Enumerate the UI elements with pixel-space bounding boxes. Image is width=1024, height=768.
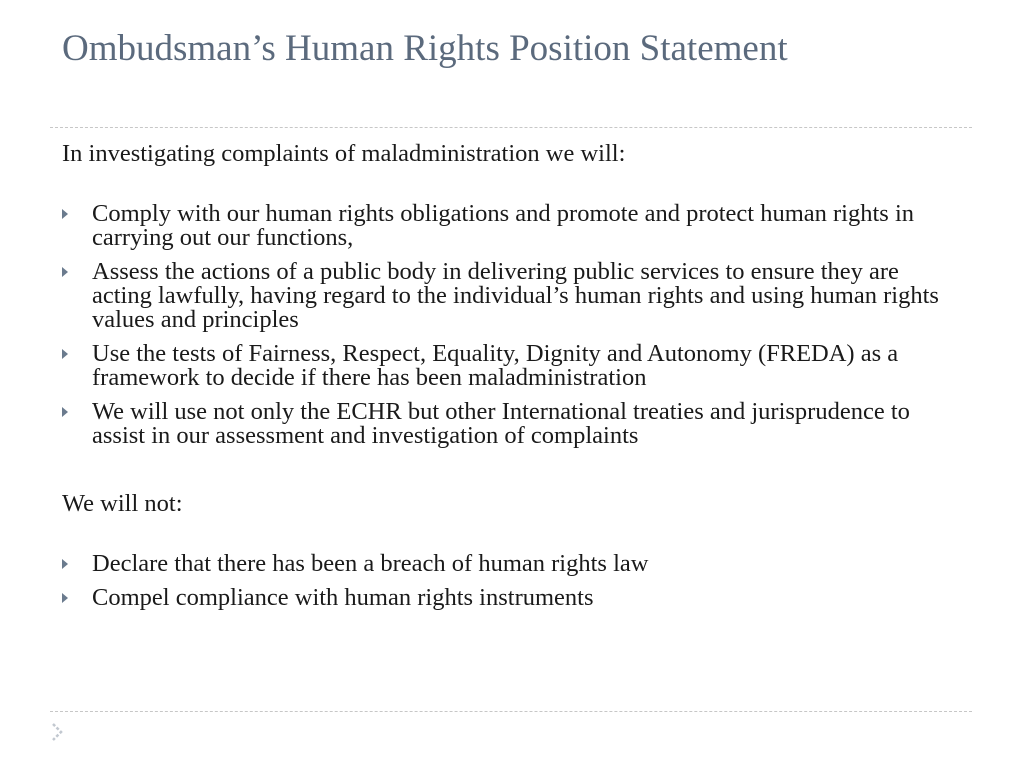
triangle-bullet-icon	[62, 559, 68, 569]
footer-divider	[50, 711, 972, 712]
intro-text: In investigating complaints of maladministration we will:	[62, 140, 626, 167]
will-not-list-item-text: Declare that there has been a breach of human rights law	[92, 550, 649, 577]
will-list-item-text: Assess the actions of a public body in delivering public services to ensure they are acting lawfully, having regard to the individual’s human rights and using human rights values and principles	[92, 258, 939, 333]
will-not-list-item	[62, 586, 962, 610]
slide-title: Ombudsman’s Human Rights Position Statement	[62, 28, 788, 69]
will-list-item-text: Use the tests of Fairness, Respect, Equality, Dignity and Autonomy (FREDA) as a framework to decide if there has been maladministration	[92, 340, 899, 391]
will-not-list-item	[62, 552, 962, 576]
triangle-bullet-icon	[62, 209, 68, 219]
triangle-bullet-icon	[62, 349, 68, 359]
will-not-heading: We will not:	[62, 490, 183, 517]
will-not-list-item-text: Compel compliance with human rights instruments	[92, 584, 594, 611]
will-list-item-text: We will use not only the ECHR but other International treaties and jurisprudence to assist in our assessment and investigation of complaints	[92, 398, 910, 449]
triangle-bullet-icon	[62, 267, 68, 277]
will-list	[62, 202, 962, 448]
triangle-bullet-icon	[62, 407, 68, 417]
will-list-item-text: Comply with our human rights obligations and promote and protect human rights in carrying out our functions,	[92, 200, 915, 251]
slide-body	[62, 140, 962, 620]
title-divider	[50, 127, 972, 128]
will-not-list	[62, 552, 962, 610]
will-list-item	[62, 400, 962, 448]
triangle-bullet-icon	[62, 593, 68, 603]
will-list-item	[62, 260, 962, 332]
will-list-item	[62, 342, 962, 390]
will-list-item	[62, 202, 962, 250]
chevron-right-icon	[50, 721, 64, 743]
